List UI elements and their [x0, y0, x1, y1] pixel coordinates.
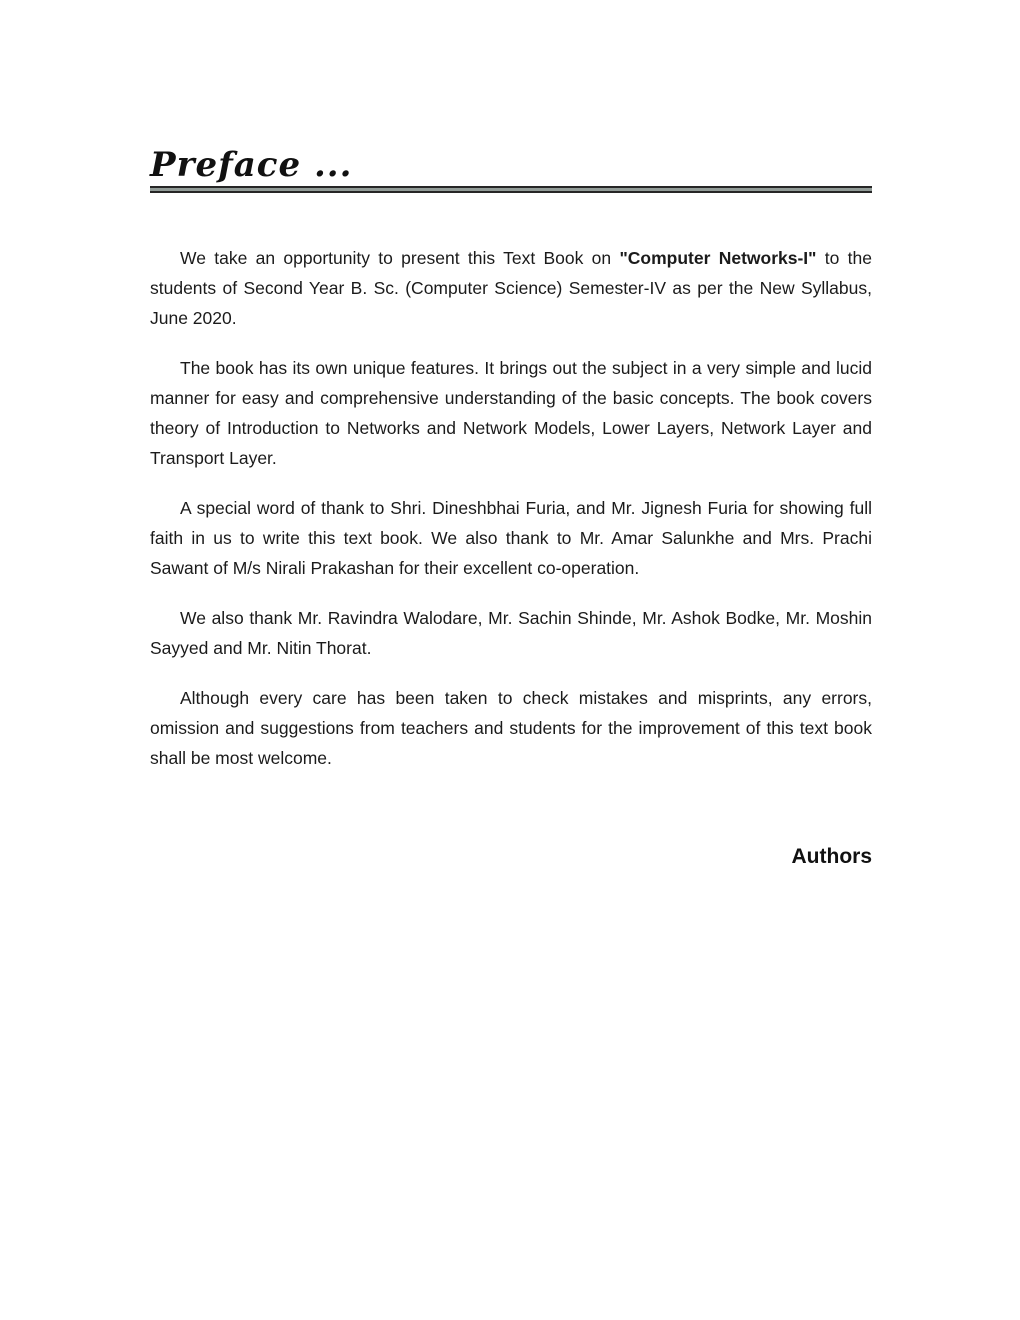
heading-divider — [150, 186, 872, 193]
page-title: Preface ... — [150, 145, 353, 185]
paragraph-errata — [150, 683, 872, 773]
authors-signature: Authors — [791, 845, 872, 868]
preface-body — [150, 243, 872, 773]
paragraph-thanks-publisher — [150, 493, 872, 583]
paragraph-text: We take an opportunity to present this Text Book on — [180, 248, 620, 268]
paragraph-features — [150, 353, 872, 473]
book-title-emphasis: "Computer Networks-I" — [619, 248, 817, 268]
paragraph-text: A special word of thank to Shri. Dineshbhai Furia, and Mr. Jignesh Furia for showing full faith in us to write this text book. We also thank to Mr. Amar Salunkhe and Mrs. Prachi Sawant of M/s Nirali Prakashan for their excellent co-operation. — [150, 498, 872, 578]
paragraph-intro — [150, 243, 872, 333]
paragraph-text: Although every care has been taken to check mistakes and misprints, any errors, omission and suggestions from teachers and students for the improvement of this text book shall be most welcome. — [150, 688, 872, 768]
paragraph-thanks-team — [150, 603, 872, 663]
paragraph-text: We also thank Mr. Ravindra Walodare, Mr. Sachin Shinde, Mr. Ashok Bodke, Mr. Moshin Sayyed and Mr. Nitin Thorat. — [150, 608, 872, 658]
paragraph-text: The book has its own unique features. It brings out the subject in a very simple and lucid manner for easy and comprehensive understanding of the basic concepts. The book covers theory of Introduction to Networks and Network Models, Lower Layers, Network Layer and Transport Layer. — [150, 358, 872, 468]
paragraph-text: to the students of Second Year B. Sc. (Computer Science) Semester-IV as per the New Syllabus, June 2020. — [150, 248, 873, 328]
